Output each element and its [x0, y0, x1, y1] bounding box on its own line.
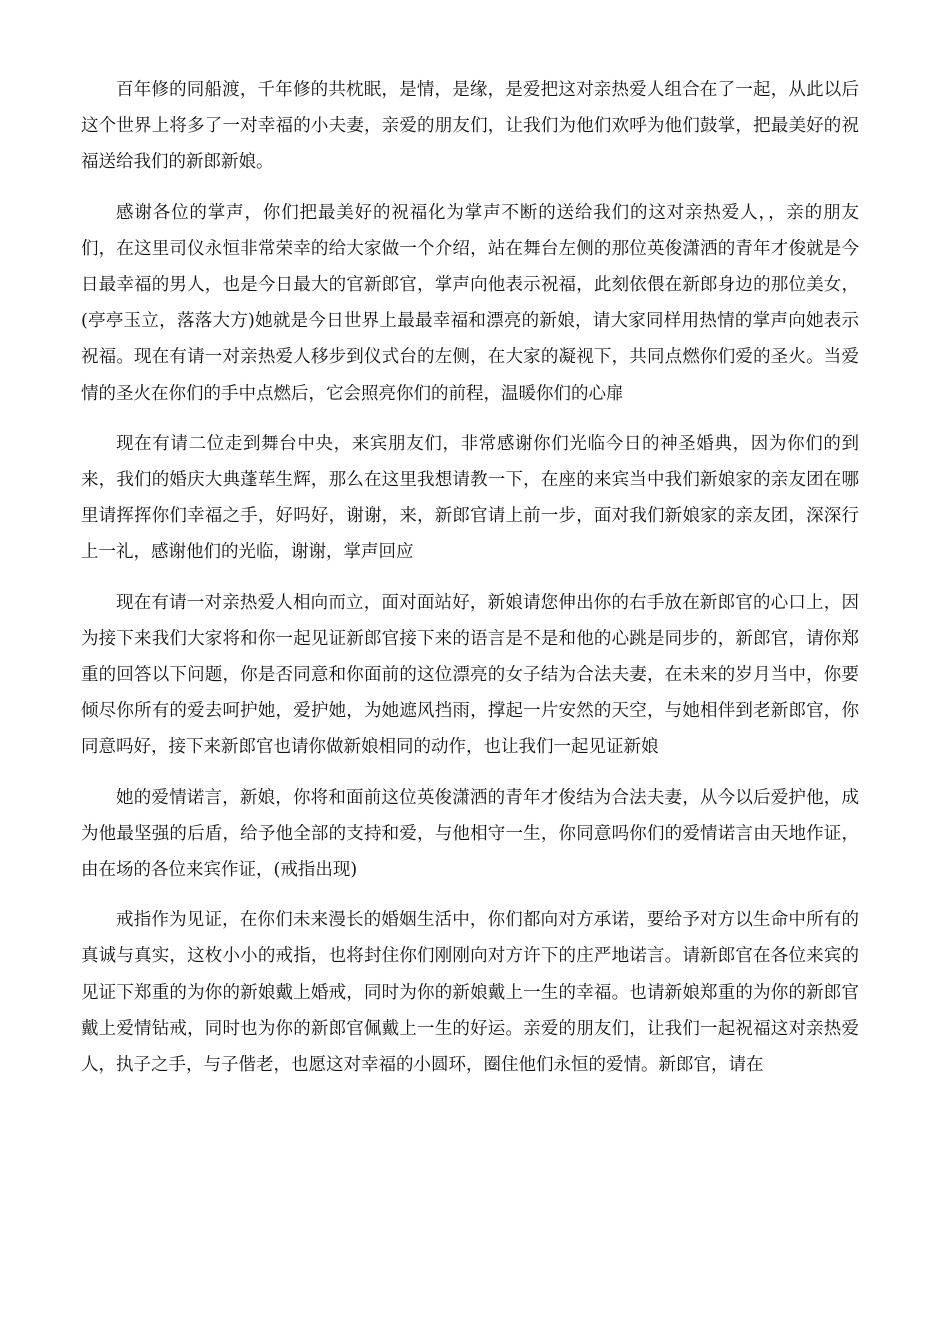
paragraph: 戒指作为见证，在你们未来漫长的婚姻生活中，你们都向对方承诺，要给予对方以生命中所有的真诚与真实，这枚小小的戒指，也将封住你们刚刚向对方许下的庄严地诺言。请新郎官在各位来宾的见证下郑重的为你的新娘戴上婚戒，同时为你的新娘戴上一生的幸福。也请新娘郑重的为你的新郎官戴上爱情钻戒，同时也为你的新郎官佩戴上一生的好运。亲爱的朋友们，让我们一起祝福这对亲热爱人，执子之手，与子偕老，也愿这对幸福的小圆环，圈住他们永恒的爱情。新郎官，请在 [81, 910, 859, 1076]
paragraph: 她的爱情诺言，新娘，你将和面前这位英俊潇洒的青年才俊结为合法夫妻，从今以后爱护他，成为他最坚强的后盾，给予他全部的支持和爱，与他相守一生，你同意吗你们的爱情诺言由天地作证，由在场的各位来宾作证，(戒指出现) [81, 787, 859, 881]
paragraph: 现在有请二位走到舞台中央，来宾朋友们，非常感谢你们光临今日的神圣婚典，因为你们的到来，我们的婚庆大典蓬荜生辉，那么在这里我想请教一下，在座的来宾当中我们新娘家的亲友团在哪里请挥挥你们幸福之手，好吗好，谢谢，来，新郎官请上前一步，面对我们新娘家的亲友团，深深行上一礼，感谢他们的光临，谢谢，掌声回应 [81, 433, 859, 563]
paragraph: 感谢各位的掌声，你们把最美好的祝福化为掌声不断的送给我们的这对亲热爱人，，亲的朋友们，在这里司仪永恒非常荣幸的给大家做一个介绍，站在舞台左侧的那位英俊潇洒的青年才俊就是今日最幸福的男人，也是今日最大的官新郎官，掌声向他表示祝福，此刻依偎在新郎身边的那位美女，(亭亭玉立，落落大方)她就是今日世界上最最幸福和漂亮的新娘，请大家同样用热情的掌声向她表示祝福。现在有请一对亲热爱人移步到仪式台的左侧，在大家的凝视下，共同点燃你们爱的圣火。当爱情的圣火在你们的手中点燃后，它会照亮你们的前程，温暖你们的心扉 [81, 202, 859, 404]
document-body [81, 72, 859, 1097]
paragraph: 百年修的同船渡，千年修的共枕眠，是情，是缘，是爱把这对亲热爱人组合在了一起，从此以后这个世界上将多了一对幸福的小夫妻，亲爱的朋友们，让我们为他们欢呼为他们鼓掌，把最美好的祝福送给我们的新郎新娘。 [81, 80, 859, 173]
paragraph: 现在有请一对亲热爱人相向而立，面对面站好，新娘请您伸出你的右手放在新郎官的心口上，因为接下来我们大家将和你一起见证新郎官接下来的语言是不是和他的心跳是同步的，新郎官，请你郑重的回答以下问题，你是否同意和你面前的这位漂亮的女子结为合法夫妻，在未来的岁月当中，你要倾尽你所有的爱去呵护她，爱护她，为她遮风挡雨，撑起一片安然的天空，与她相伴到老新郎官，你同意吗好，接下来新郎官也请你做新娘相同的动作，也让我们一起见证新娘 [81, 592, 859, 758]
